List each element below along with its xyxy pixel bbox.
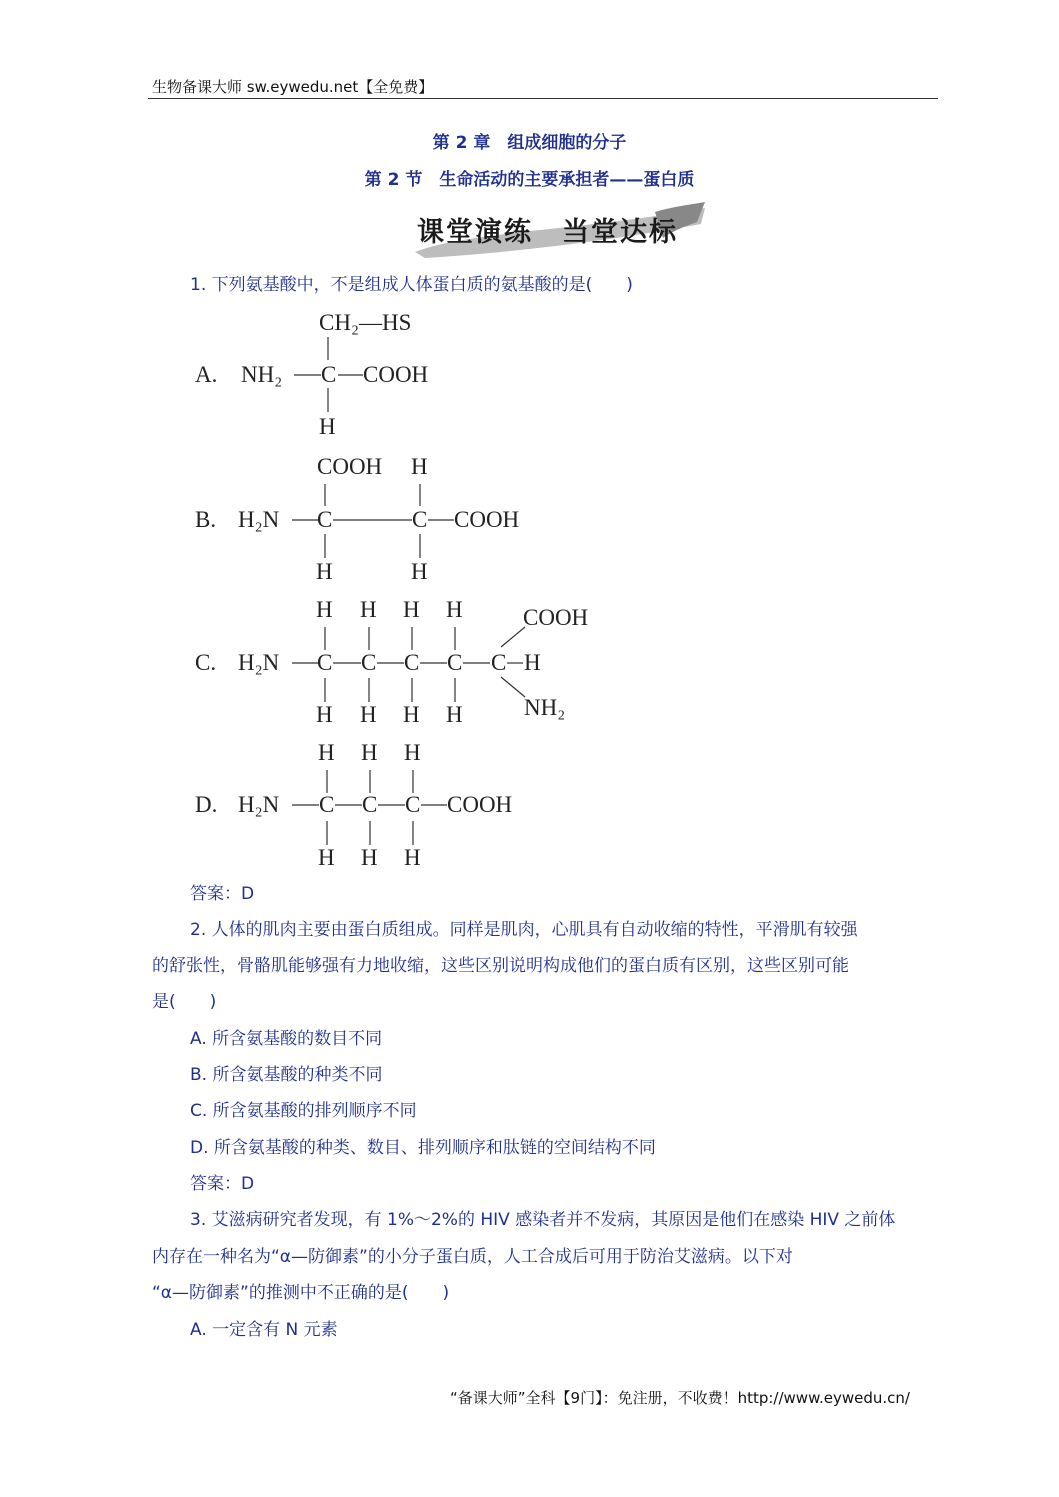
c-h-top-2: H [360, 597, 377, 622]
q2-line-2: 的舒张性，骨骼肌能够强有力地收缩，这些区别说明构成他们的蛋白质有区别，这些区别可能 [152, 956, 849, 976]
q2-option-a: A. 所含氨基酸的数目不同 [190, 1029, 383, 1049]
c-h-bottom-4: H [446, 702, 463, 727]
d-h-top-2: H [361, 740, 378, 765]
b-c2: C [412, 507, 428, 532]
chapter-title: 第 2 章 组成细胞的分子 [432, 133, 627, 153]
d-c2: C [362, 792, 378, 817]
a-bottom: H [319, 414, 336, 439]
c-h-top-4: H [446, 597, 463, 622]
q2-option-c: C. 所含氨基酸的排列顺序不同 [190, 1101, 417, 1121]
d-c3: C [405, 792, 421, 817]
q3-option-a: A. 一定含有 N 元素 [190, 1320, 338, 1340]
section-title: 第 2 节 生命活动的主要承担者——蛋白质 [364, 170, 695, 190]
q3-line-1: 3. 艾滋病研究者发现，有 1%～2%的 HIV 感染者并不发病，其原因是他们在感染 HIV 之前体 [190, 1210, 896, 1230]
q2-answer: 答案：D [190, 1174, 255, 1194]
d-c1: C [319, 792, 335, 817]
c-c5: C [491, 650, 507, 675]
b-bottom2: H [411, 559, 428, 584]
a-top: CH₂—HS [319, 310, 412, 335]
c-cooh: COOH [523, 605, 589, 630]
d-label: D. [195, 792, 218, 817]
c-left: H₂N [238, 650, 280, 675]
c-c1: C [317, 650, 333, 675]
q1-stem: 1. 下列氨基酸中，不是组成人体蛋白质的氨基酸的是( ) [190, 275, 633, 295]
d-right: COOH [447, 792, 513, 817]
page-footer: “备课大师”全科【9门】：免注册，不收费！http://www.eywedu.cn/ [450, 1389, 910, 1407]
c-c2: C [361, 650, 377, 675]
c-c4: C [447, 650, 463, 675]
b-top1: COOH [317, 454, 383, 479]
d-h-bottom-2: H [361, 845, 378, 870]
d-h-top-1: H [318, 740, 335, 765]
section-banner [405, 202, 705, 260]
q3-line-2: 内存在一种名为“α—防御素”的小分子蛋白质，人工合成后可用于防治艾滋病。以下对 [152, 1247, 793, 1267]
d-h-bottom-1: H [318, 845, 335, 870]
q1-option-d [195, 738, 555, 878]
q2-option-d: D. 所含氨基酸的种类、数目、排列顺序和肽链的空间结构不同 [190, 1138, 656, 1158]
d-h-bottom-3: H [404, 845, 421, 870]
q2-line-3: 是( ) [152, 992, 217, 1012]
c-h-bottom-2: H [360, 702, 377, 727]
q2-line-1: 2. 人体的肌肉主要由蛋白质组成。同样是肌肉，心肌具有自动收缩的特性，平滑肌有较强 [190, 920, 858, 940]
c-h-bottom-3: H [403, 702, 420, 727]
a-left: NH₂ [241, 362, 283, 387]
c-h-top-1: H [316, 597, 333, 622]
c-c3: C [404, 650, 420, 675]
q1-option-b [195, 450, 555, 590]
q1-option-a [195, 305, 495, 445]
b-c1: C [317, 507, 333, 532]
d-h-top-3: H [404, 740, 421, 765]
c-label: C. [195, 650, 217, 675]
page-header: 生物备课大师 sw.eywedu.net【全免费】 [152, 78, 434, 96]
c-h-right: H [524, 650, 541, 675]
b-top2: H [411, 454, 428, 479]
b-label: B. [195, 507, 217, 532]
q1-answer: 答案：D [190, 884, 255, 904]
header-rule [148, 98, 938, 99]
c-h-top-3: H [403, 597, 420, 622]
a-label: A. [195, 362, 218, 387]
b-bottom1: H [316, 559, 333, 584]
q1-option-c [195, 595, 615, 735]
b-left: H₂N [238, 507, 280, 532]
a-right: COOH [363, 362, 429, 387]
c-h-bottom-1: H [316, 702, 333, 727]
b-right: COOH [454, 507, 520, 532]
q3-line-3: “α—防御素”的推测中不正确的是( ) [152, 1283, 450, 1303]
a-carbon: C [321, 362, 337, 387]
d-left: H₂N [238, 792, 280, 817]
banner-text: 课堂演练 当堂达标 [417, 217, 678, 248]
q2-option-b: B. 所含氨基酸的种类不同 [190, 1065, 383, 1085]
c-nh2: NH₂ [524, 695, 566, 720]
